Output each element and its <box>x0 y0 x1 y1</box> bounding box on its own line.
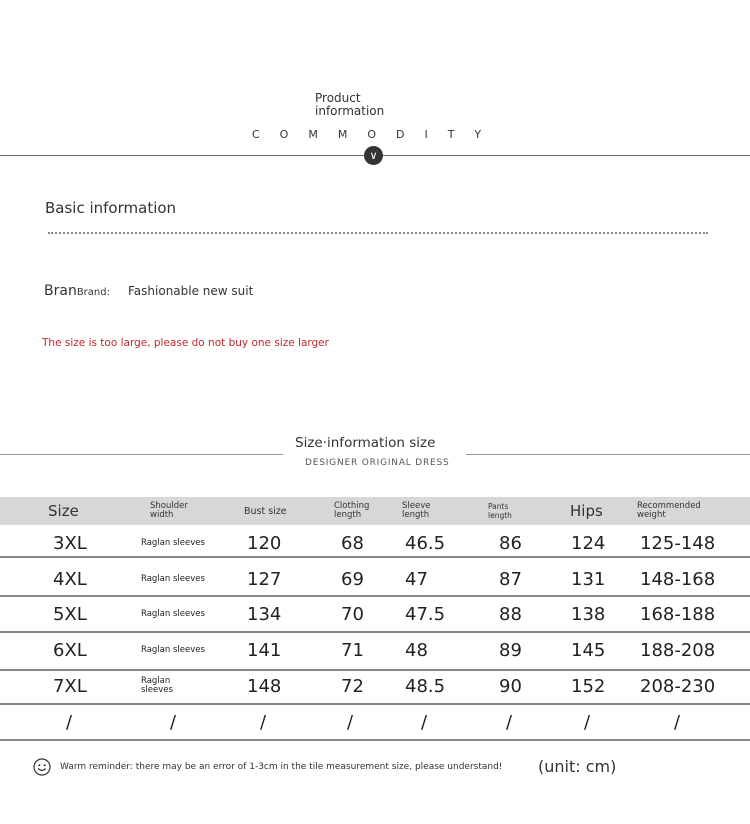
cell-bust-size: 148 <box>247 675 282 697</box>
cell-clothing-length: 69 <box>341 568 364 590</box>
cell-sleeve-length: 47 <box>405 568 428 590</box>
smiley-icon <box>33 758 51 776</box>
size-information-title: Size·information size <box>295 435 436 451</box>
header-recommended-weight: Recommended weight <box>637 501 701 520</box>
cell-recommended-weight: 125-148 <box>640 532 716 554</box>
cell-sleeve-length: / <box>421 711 428 733</box>
cell-bust-size: 120 <box>247 532 282 554</box>
unit-label: (unit: cm) <box>538 757 617 776</box>
dotted-divider <box>48 226 708 234</box>
size-table-header <box>0 497 750 525</box>
cell-clothing-length: 71 <box>341 639 364 661</box>
cell-shoulder-width: / <box>170 711 177 733</box>
cell-hips: 138 <box>571 603 606 625</box>
warm-reminder: Warm reminder: there may be an error of 1-3cm in the tile measurement size, please understand! <box>60 762 503 772</box>
table-row <box>0 668 750 704</box>
cell-size: 3XL <box>53 532 87 554</box>
cell-pants-length: / <box>506 711 513 733</box>
row-divider <box>0 556 750 558</box>
row-divider <box>0 739 750 741</box>
size-warning: The size is too large, please do not buy one size larger <box>42 337 329 349</box>
cell-pants-length: 89 <box>499 639 522 661</box>
cell-recommended-weight: 208-230 <box>640 675 716 697</box>
cell-sleeve-length: 47.5 <box>405 603 446 625</box>
cell-bust-size: 134 <box>247 603 282 625</box>
cell-size: / <box>66 711 73 733</box>
header-sleeve-length: Sleeve length <box>402 501 431 520</box>
cell-recommended-weight: / <box>674 711 681 733</box>
cell-sleeve-length: 48 <box>405 639 428 661</box>
brand-label-small: Brand: <box>76 287 110 298</box>
header-size: Size <box>48 502 79 520</box>
cell-clothing-length: 68 <box>341 532 364 554</box>
cell-sleeve-length: 48.5 <box>405 675 446 697</box>
chevron-down-icon: ∨ <box>364 146 383 165</box>
cell-size: 6XL <box>53 639 87 661</box>
table-row <box>0 561 750 597</box>
cell-shoulder-width: Raglan sleeves <box>141 573 205 584</box>
cell-size: 4XL <box>53 568 87 590</box>
cell-shoulder-width: Raglan sleeves <box>141 608 205 619</box>
table-row <box>0 596 750 632</box>
cell-pants-length: 86 <box>499 532 522 554</box>
cell-hips: 131 <box>571 568 606 590</box>
table-row <box>0 632 750 668</box>
cell-sleeve-length: 46.5 <box>405 532 446 554</box>
cell-bust-size: 141 <box>247 639 282 661</box>
header-shoulder-width: Shoulder width <box>150 501 188 520</box>
header-pants-length: Pants length <box>488 502 512 520</box>
brand-value: Fashionable new suit <box>128 284 254 298</box>
commodity-label: COMMODITY <box>252 128 502 141</box>
cell-hips: 124 <box>571 532 606 554</box>
divider-right <box>466 454 750 455</box>
cell-hips: 152 <box>571 675 606 697</box>
brand-label-large: Bran <box>44 283 77 299</box>
cell-clothing-length: 72 <box>341 675 364 697</box>
cell-clothing-length: 70 <box>341 603 364 625</box>
cell-bust-size: 127 <box>247 568 282 590</box>
header-clothing-length: Clothing length <box>334 501 370 520</box>
header-hips: Hips <box>570 502 603 520</box>
basic-information-heading: Basic information <box>45 199 177 217</box>
cell-clothing-length: / <box>347 711 354 733</box>
cell-shoulder-width: Raglan sleeves <box>141 644 205 655</box>
cell-size: 5XL <box>53 603 87 625</box>
brand-label <box>44 283 110 299</box>
cell-pants-length: 87 <box>499 568 522 590</box>
product-information-title: Product information <box>315 91 385 118</box>
cell-recommended-weight: 168-188 <box>640 603 716 625</box>
cell-pants-length: 88 <box>499 603 522 625</box>
cell-recommended-weight: 148-168 <box>640 568 716 590</box>
cell-hips: / <box>584 711 591 733</box>
size-information-subtitle: DESIGNER ORIGINAL DRESS <box>305 458 450 468</box>
header-bust-size: Bust size <box>244 505 287 517</box>
divider-left <box>0 454 283 455</box>
cell-bust-size: / <box>260 711 267 733</box>
cell-shoulder-width: Raglan sleeves <box>141 676 173 695</box>
cell-pants-length: 90 <box>499 675 522 697</box>
cell-shoulder-width: Raglan sleeves <box>141 537 205 548</box>
cell-recommended-weight: 188-208 <box>640 639 716 661</box>
cell-size: 7XL <box>53 675 87 697</box>
cell-hips: 145 <box>571 639 606 661</box>
table-row <box>0 704 750 740</box>
